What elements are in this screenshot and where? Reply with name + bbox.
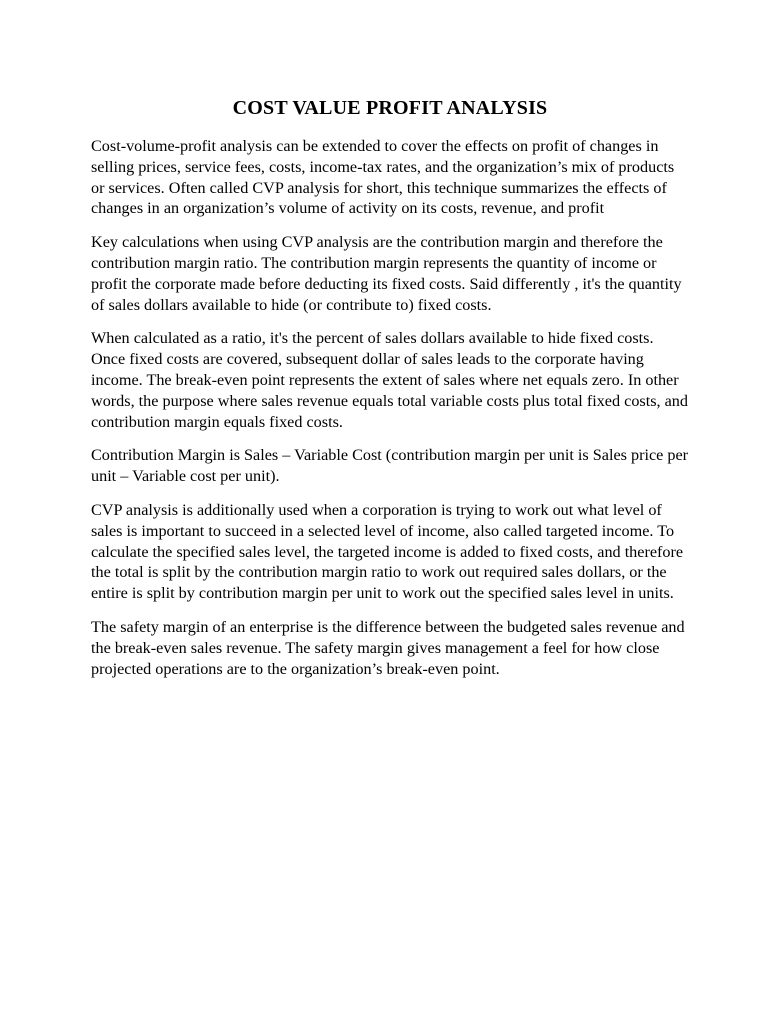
paragraph-safety-margin: The safety margin of an enterprise is the difference between the budgeted sales revenue and the break-even sales revenue. The safety margin gives management a feel for how close projected operations are to the organization’s break-even point. bbox=[91, 617, 685, 678]
document-title: COST VALUE PROFIT ANALYSIS bbox=[232, 97, 548, 119]
paragraph-margin-formula: Contribution Margin is Sales – Variable Cost (contribution margin per unit is Sales price per unit – Variable cost per unit). bbox=[91, 446, 689, 486]
document-body bbox=[91, 94, 689, 692]
paragraph-targeted-income: CVP analysis is additionally used when a corporation is trying to work out what level of sales is important to succeed in a selected level of income, also called targeted income. To calculate the specified sales level, the targeted income is added to fixed costs, and therefore the total is split by the contribution margin ratio to work out required sales dollars, or the entire is split by contribution margin per unit to work out the specified sales level in units. bbox=[91, 500, 684, 603]
paragraph-break-even: When calculated as a ratio, it's the percent of sales dollars available to hide fixed costs. Once fixed costs are covered, subsequent dollar of sales leads to the corporate having income. The break-even point represents the extent of sales where net equals zero. In other words, the purpose where sales revenue equals total variable costs plus total fixed costs, and contribution margin equals fixed costs. bbox=[91, 329, 688, 431]
paragraph-cvp-intro: Cost-volume-profit analysis can be extended to cover the effects on profit of changes in selling prices, service fees, costs, income-tax rates, and the organization’s mix of products or services. Often called CVP analysis for short, this technique summarizes the effects of changes in an organization’s volume of activity on its costs, revenue, and profit bbox=[91, 137, 675, 218]
paragraph-contribution-margin: Key calculations when using CVP analysis are the contribution margin and therefore the contribution margin ratio. The contribution margin represents the quantity of income or profit the corporate made before deducting its fixed costs. Said differently , it's the quantity of sales dollars available to hide (or contribute to) fixed costs. bbox=[91, 233, 682, 314]
